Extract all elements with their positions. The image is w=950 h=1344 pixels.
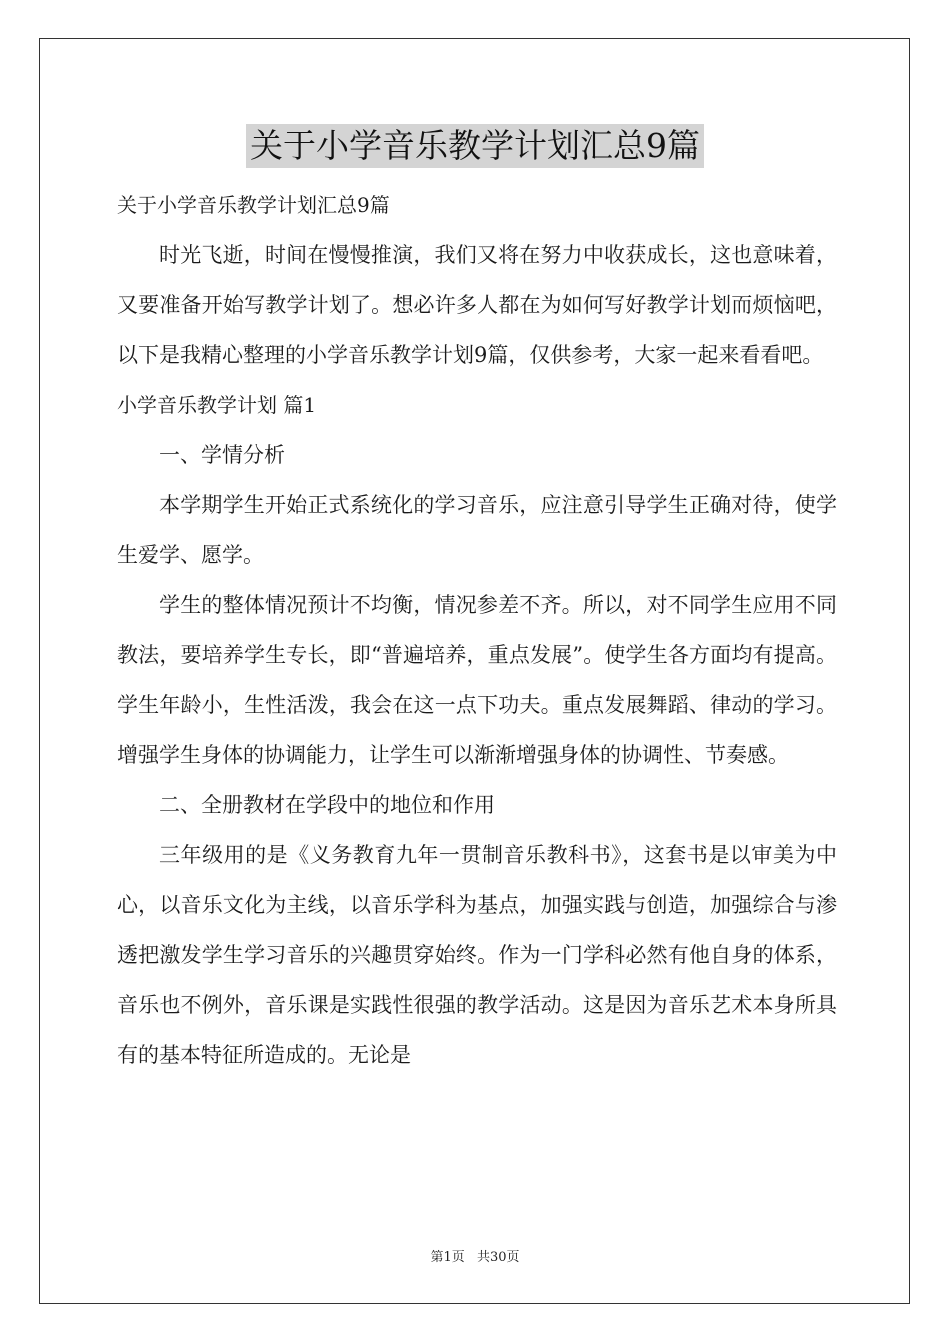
paragraph-3: 三年级用的是《义务教育九年一贯制音乐教科书》，这套书是以审美为中心，以音乐文化为主线，以音乐学科为基点，加强实践与创造，加强综合与渗透把激发学生学习音乐的兴趣贯穿始终。作为一门学科必然有他自身的体系，音乐也不例外，音乐课是实践性很强的教学活动。这是因为音乐艺术本身所具有的基本特征所造成的。无论是 (117, 843, 837, 1067)
heading-2: 二、全册教材在学段中的地位和作用 (159, 793, 495, 817)
document-subtitle: 关于小学音乐教学计划汇总9篇 (117, 193, 390, 217)
document-title: 关于小学音乐教学计划汇总9篇 (246, 124, 704, 168)
page-number: 第1页 (430, 1250, 465, 1265)
paragraph-2: 学生的整体情况预计不均衡，情况参差不齐。所以，对不同学生应用不同教法，要培养学生专长，即“普遍培养，重点发展”。使学生各方面均有提高。学生年龄小，生性活泼，我会在这一点下功夫。重点发展舞蹈、律动的学习。增强学生身体的协调能力，让学生可以渐渐增强身体的协调性、节奏感。 (117, 593, 837, 767)
heading-1: 一、学情分析 (159, 443, 285, 467)
page-footer (0, 1246, 950, 1265)
document-body (117, 180, 837, 1080)
paragraph-1: 本学期学生开始正式系统化的学习音乐，应注意引导学生正确对待，使学生爱学、愿学。 (117, 493, 837, 567)
page-total: 共30页 (476, 1250, 520, 1265)
intro-paragraph: 时光飞逝，时间在慢慢推演，我们又将在努力中收获成长，这也意味着，又要准备开始写教学计划了。想必许多人都在为如何写好教学计划而烦恼吧，以下是我精心整理的小学音乐教学计划9篇，仅供参考，大家一起来看看吧。 (117, 243, 837, 367)
title-container (0, 124, 950, 168)
section-heading: 小学音乐教学计划 篇1 (117, 393, 317, 417)
